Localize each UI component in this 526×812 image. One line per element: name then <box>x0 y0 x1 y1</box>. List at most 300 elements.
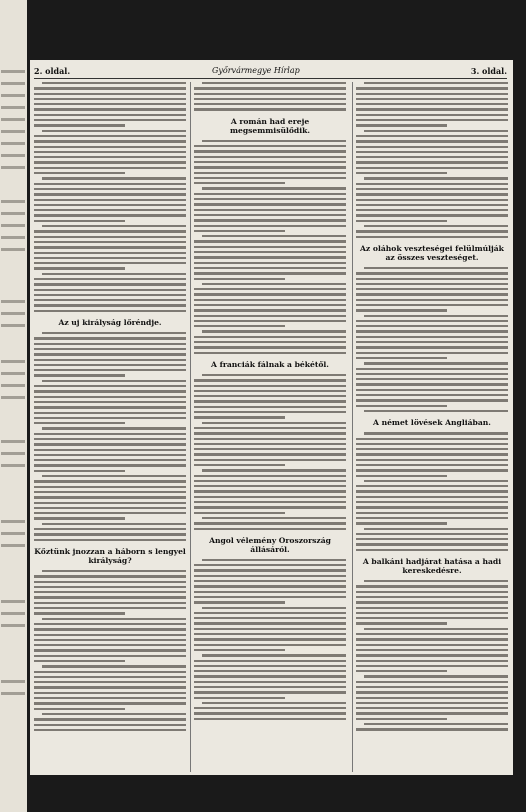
text-line <box>364 580 508 582</box>
text-line <box>356 336 508 338</box>
text-line <box>194 336 346 338</box>
text-line <box>34 359 186 361</box>
text-line <box>194 214 346 216</box>
text-line <box>356 654 508 656</box>
text-line <box>194 156 346 158</box>
text-line <box>194 172 346 174</box>
text-line <box>194 617 346 619</box>
text-line <box>194 341 346 343</box>
text-line <box>194 448 346 450</box>
text-line <box>34 438 186 440</box>
text-line <box>194 691 346 693</box>
text-line <box>356 607 508 609</box>
text-line <box>34 623 186 625</box>
text-line <box>356 644 508 646</box>
text-line <box>364 362 508 364</box>
text-line <box>34 607 186 609</box>
text-line <box>34 628 186 630</box>
text-line <box>356 146 508 148</box>
text-line <box>356 183 508 185</box>
text-line <box>202 374 346 376</box>
text-line <box>356 293 508 295</box>
text-line <box>34 214 186 216</box>
text-line <box>34 299 186 301</box>
text-line <box>194 512 285 514</box>
text-line <box>356 320 508 322</box>
text-line <box>34 517 125 519</box>
text-line <box>356 352 508 354</box>
text-line <box>356 167 508 169</box>
text-line <box>34 502 186 504</box>
text-line <box>194 177 346 179</box>
text-line <box>356 220 447 222</box>
text-line <box>356 702 508 704</box>
text-line <box>34 533 186 535</box>
text-line <box>194 601 285 603</box>
text-line <box>194 585 346 587</box>
text-line <box>364 528 508 530</box>
text-line <box>194 464 285 466</box>
text-line <box>356 697 508 699</box>
text-line <box>42 523 186 525</box>
text-line <box>364 410 508 412</box>
text-line <box>34 193 186 195</box>
text-line <box>202 607 346 609</box>
column-1 <box>34 82 186 772</box>
text-line <box>194 406 346 408</box>
text-line <box>194 591 346 593</box>
text-line <box>194 182 285 184</box>
text-line <box>34 204 186 206</box>
text-line <box>34 396 186 398</box>
text-line <box>356 533 508 535</box>
text-line <box>34 686 186 688</box>
text-line <box>42 618 186 620</box>
text-line <box>34 262 186 264</box>
text-line <box>34 681 186 683</box>
text-line <box>356 373 508 375</box>
text-line <box>356 686 508 688</box>
text-line <box>364 432 508 434</box>
text-line <box>194 209 346 211</box>
text-line <box>194 193 346 195</box>
text-line <box>194 675 346 677</box>
text-line <box>194 390 346 392</box>
text-line <box>34 676 186 678</box>
text-line <box>356 438 508 440</box>
text-line <box>194 633 346 635</box>
text-line <box>34 294 186 296</box>
text-line <box>194 612 346 614</box>
text-line <box>194 352 346 354</box>
text-line <box>42 570 186 572</box>
text-line <box>194 161 346 163</box>
text-line <box>42 273 186 275</box>
text-line <box>356 193 508 195</box>
text-line <box>34 304 186 306</box>
text-line <box>34 310 186 312</box>
text-line <box>202 82 346 84</box>
text-line <box>34 241 186 243</box>
text-line <box>356 585 508 587</box>
text-line <box>202 469 346 471</box>
text-line <box>194 628 346 630</box>
text-line <box>356 591 508 593</box>
text-line <box>356 448 508 450</box>
text-line <box>356 108 508 110</box>
text-line <box>194 506 346 508</box>
text-line <box>42 225 186 227</box>
text-line <box>364 628 508 630</box>
text-line <box>34 390 186 392</box>
text-line <box>34 343 186 345</box>
text-line <box>356 405 447 407</box>
text-line <box>34 512 186 514</box>
text-line <box>194 293 346 295</box>
text-line <box>34 108 186 110</box>
text-line <box>34 283 186 285</box>
text-line <box>356 712 508 714</box>
text-line <box>194 225 346 227</box>
text-line <box>194 145 346 147</box>
text-line <box>194 712 346 714</box>
article-text-block <box>356 580 508 731</box>
text-line <box>34 660 125 662</box>
page-header <box>30 60 513 84</box>
text-line <box>356 496 508 498</box>
text-line <box>356 443 508 445</box>
text-line <box>202 422 346 424</box>
text-line <box>356 601 508 603</box>
text-line <box>194 230 285 232</box>
text-line <box>194 203 346 205</box>
column-2 <box>194 82 346 772</box>
text-line <box>356 399 508 401</box>
text-line <box>356 114 508 116</box>
text-line <box>34 353 186 355</box>
text-line <box>34 729 186 731</box>
text-line <box>34 417 186 419</box>
text-line <box>194 251 346 253</box>
headline: Angol vélemény Oroszország állásáról. <box>209 535 331 554</box>
text-line <box>34 236 186 238</box>
text-line <box>356 278 508 280</box>
text-line <box>194 325 285 327</box>
column-divider <box>352 82 353 772</box>
text-line <box>356 103 508 105</box>
headline: A román had ereje megsemmisülődik. <box>229 116 311 135</box>
text-line <box>42 82 186 84</box>
text-line <box>34 124 125 126</box>
text-line <box>34 671 186 673</box>
text-line <box>34 252 186 254</box>
text-line <box>34 93 186 95</box>
text-line <box>364 82 508 84</box>
text-line <box>356 617 508 619</box>
text-line <box>34 230 186 232</box>
headline: Az oláhok veszteségei felülmúlják az összes veszteséget. <box>360 243 504 262</box>
text-line <box>194 707 346 709</box>
headline: Kőztünk jnozzan a háborn s lengyel királyság? <box>34 546 186 565</box>
text-line <box>194 438 346 440</box>
text-line <box>34 385 186 387</box>
text-line <box>194 501 346 503</box>
text-line <box>34 649 186 651</box>
text-line <box>194 564 346 566</box>
text-line <box>34 507 186 509</box>
header-rule <box>34 78 507 79</box>
text-line <box>42 713 186 715</box>
text-line <box>202 702 346 704</box>
text-line <box>356 728 508 730</box>
article-text-block <box>194 559 346 720</box>
text-line <box>34 596 186 598</box>
text-line <box>356 549 508 551</box>
text-line <box>356 325 508 327</box>
text-line <box>34 692 186 694</box>
text-line <box>364 480 508 482</box>
text-line <box>194 87 346 89</box>
text-line <box>194 395 346 397</box>
text-line <box>356 330 508 332</box>
text-line <box>202 187 346 189</box>
text-line <box>194 681 346 683</box>
text-line <box>356 394 508 396</box>
text-line <box>356 453 508 455</box>
text-line <box>356 707 508 709</box>
text-line <box>42 332 186 334</box>
text-line <box>42 427 186 429</box>
column-divider <box>190 82 191 772</box>
text-line <box>356 172 447 174</box>
text-line <box>194 686 346 688</box>
adjacent-page-strip <box>0 0 27 812</box>
text-line <box>356 596 508 598</box>
text-line <box>34 172 125 174</box>
text-line <box>34 278 186 280</box>
text-line <box>194 219 346 221</box>
text-line <box>34 257 186 259</box>
text-line <box>356 622 447 624</box>
text-line <box>34 449 186 451</box>
text-line <box>356 475 447 477</box>
text-line <box>34 433 186 435</box>
text-line <box>356 383 508 385</box>
text-line <box>194 496 346 498</box>
text-line <box>194 299 346 301</box>
text-line <box>34 369 186 371</box>
text-line <box>42 475 186 477</box>
text-line <box>34 586 186 588</box>
article-text-block <box>194 374 346 530</box>
text-line <box>356 522 447 524</box>
article-text-block <box>34 332 186 541</box>
text-line <box>34 114 186 116</box>
text-line <box>194 278 285 280</box>
text-line <box>34 496 186 498</box>
text-line <box>356 119 508 121</box>
text-line <box>34 401 186 403</box>
text-line <box>194 665 346 667</box>
text-line <box>34 337 186 339</box>
text-line <box>356 469 508 471</box>
text-line <box>194 103 346 105</box>
text-line <box>194 309 346 311</box>
text-line <box>34 374 125 376</box>
text-line <box>194 660 346 662</box>
article-text-block <box>356 267 508 412</box>
text-line <box>356 299 508 301</box>
text-line <box>34 718 186 720</box>
text-line <box>194 427 346 429</box>
text-line <box>356 464 508 466</box>
text-line <box>356 87 508 89</box>
text-line <box>194 346 346 348</box>
text-line <box>356 517 508 519</box>
text-line <box>356 140 508 142</box>
text-line <box>356 151 508 153</box>
text-line <box>34 575 186 577</box>
text-line <box>356 288 508 290</box>
headline: Az uj királyság lőréndje. <box>58 318 162 328</box>
article-text-block <box>194 82 346 111</box>
text-line <box>194 580 346 582</box>
article-text-block <box>356 432 508 551</box>
article-text-block <box>194 140 346 354</box>
text-line <box>356 204 508 206</box>
text-line <box>356 649 508 651</box>
text-line <box>356 543 508 545</box>
text-line <box>356 665 508 667</box>
text-line <box>42 177 186 179</box>
text-line <box>356 283 508 285</box>
text-line <box>356 357 447 359</box>
text-line <box>34 98 186 100</box>
text-line <box>194 443 346 445</box>
text-line <box>364 267 508 269</box>
text-line <box>34 655 186 657</box>
text-line <box>34 491 186 493</box>
text-line <box>34 140 186 142</box>
text-line <box>34 188 186 190</box>
text-line <box>356 124 447 126</box>
text-line <box>202 330 346 332</box>
text-line <box>364 177 508 179</box>
text-line <box>202 235 346 237</box>
text-line <box>364 130 508 132</box>
text-line <box>194 718 346 720</box>
text-line <box>194 638 346 640</box>
text-line <box>202 283 346 285</box>
text-line <box>194 240 346 242</box>
text-line <box>356 188 508 190</box>
text-line <box>34 612 125 614</box>
page-number-left: 2. oldal. <box>34 66 71 76</box>
text-line <box>356 378 508 380</box>
text-line <box>356 272 508 274</box>
text-line <box>34 644 186 646</box>
article-text-block <box>34 82 186 312</box>
text-line <box>356 691 508 693</box>
text-line <box>42 665 186 667</box>
text-line <box>194 320 346 322</box>
headline: A balkáni hadjárat hatása a hadi kereskedésre. <box>362 557 502 576</box>
text-line <box>194 416 285 418</box>
headline: A német lövések Angliában. <box>373 418 491 428</box>
text-line <box>194 98 346 100</box>
text-line <box>194 475 346 477</box>
text-line <box>194 400 346 402</box>
text-line <box>34 135 186 137</box>
text-line <box>356 718 447 720</box>
text-line <box>194 697 285 699</box>
text-line <box>194 522 346 524</box>
text-line <box>356 389 508 391</box>
text-line <box>34 602 186 604</box>
text-line <box>356 670 447 672</box>
text-line <box>34 87 186 89</box>
text-line <box>356 485 508 487</box>
text-line <box>356 459 508 461</box>
article-text-block <box>34 570 186 731</box>
text-line <box>34 581 186 583</box>
text-line <box>364 315 508 317</box>
text-line <box>194 528 346 530</box>
text-line <box>194 272 346 274</box>
text-line <box>194 108 346 110</box>
headline: A franciák fálnak a békétől. <box>211 359 329 369</box>
text-line <box>34 156 186 158</box>
text-line <box>34 103 186 105</box>
text-line <box>34 183 186 185</box>
text-line <box>356 156 508 158</box>
text-line <box>34 724 186 726</box>
text-line <box>34 348 186 350</box>
text-line <box>194 93 346 95</box>
text-line <box>34 702 186 704</box>
text-line <box>194 569 346 571</box>
newspaper-title: Győrvármegye Hírlap <box>212 66 300 75</box>
text-line <box>42 380 186 382</box>
text-line <box>34 697 186 699</box>
text-line <box>194 304 346 306</box>
text-line <box>194 385 346 387</box>
text-line <box>194 485 346 487</box>
text-line <box>34 267 125 269</box>
text-line <box>364 723 508 725</box>
text-line <box>194 256 346 258</box>
text-line <box>194 198 346 200</box>
text-line <box>34 634 186 636</box>
text-line <box>34 708 125 710</box>
text-line <box>194 315 346 317</box>
text-line <box>42 130 186 132</box>
text-line <box>356 135 508 137</box>
text-line <box>34 119 186 121</box>
text-line <box>356 506 508 508</box>
text-line <box>34 412 186 414</box>
text-line <box>356 638 508 640</box>
text-line <box>34 246 186 248</box>
text-line <box>34 528 186 530</box>
text-line <box>194 670 346 672</box>
text-line <box>34 639 186 641</box>
text-line <box>34 591 186 593</box>
text-line <box>356 304 508 306</box>
text-line <box>194 480 346 482</box>
text-line <box>356 346 508 348</box>
text-line <box>364 675 508 677</box>
